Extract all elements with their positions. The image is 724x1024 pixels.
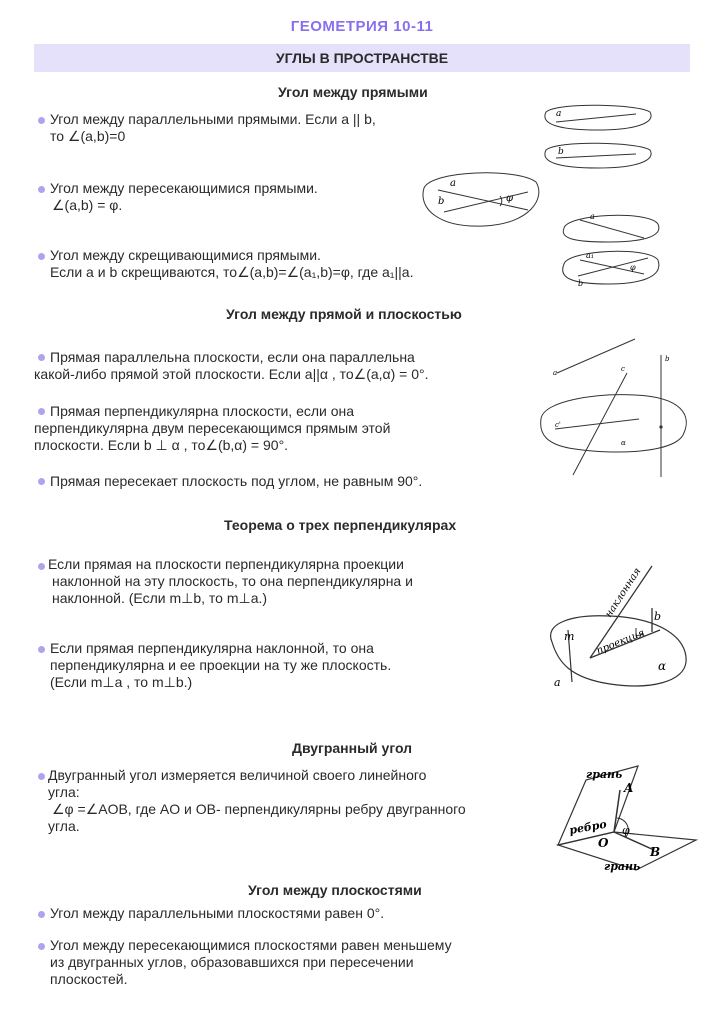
item-dihedral-angle: Двугранный угол измеряется величиной своего линейного угла: ∠φ =∠AOB, где AO и OB- перпендикулярны ребру двугранного угла. <box>48 767 466 834</box>
heading-angle-between-lines: Угол между прямыми <box>278 84 428 100</box>
skew-lines-figure <box>558 208 664 292</box>
label-face-top: грань <box>586 768 623 781</box>
label-a: a <box>554 676 561 689</box>
label-O: O <box>598 836 609 850</box>
label-B: B <box>650 845 661 859</box>
bullet <box>38 186 45 193</box>
item-line-intersects-plane: Прямая пересекает плоскость под углом, не равным 90°. <box>50 473 423 489</box>
line-plane-figure <box>535 335 695 480</box>
label-b: b <box>438 196 445 207</box>
label-c: c <box>621 365 625 373</box>
label-alpha: α <box>658 659 667 673</box>
bullet <box>38 253 45 260</box>
item-intersecting-lines: Угол между пересекающимися прямыми. ∠(a,b) = φ. <box>50 180 318 213</box>
bullet <box>38 911 45 918</box>
intersecting-lines-figure <box>418 168 546 230</box>
label-face-bottom: грань <box>604 860 641 873</box>
heading-angle-between-planes: Угол между плоскостями <box>248 882 422 898</box>
parallel-lines-figure <box>538 100 658 172</box>
label-a: a <box>556 109 562 119</box>
heading-angle-line-plane: Угол между прямой и плоскостью <box>226 306 462 322</box>
label-a: a <box>590 212 595 221</box>
page-title: ГЕОМЕТРИЯ 10-11 <box>290 18 434 35</box>
label-slant: наклонная <box>603 566 644 620</box>
label-b: b <box>654 610 662 623</box>
item-line-parallel-plane: Прямая параллельна плоскости, если она параллельна какой-либо прямой этой плоскости. Если a||α , то∠(a,α) = 0°. <box>34 349 429 382</box>
label-b: b <box>665 355 670 363</box>
heading-dihedral-angle: Двугранный угол <box>292 740 413 756</box>
label-b: b <box>578 279 584 288</box>
bullet <box>38 563 45 570</box>
label-alpha: α <box>621 439 626 447</box>
bullet <box>38 478 45 485</box>
bullet <box>38 646 45 653</box>
label-phi: φ <box>630 263 636 272</box>
bullet <box>38 354 45 361</box>
label-phi: φ <box>622 824 630 837</box>
item-three-perp-converse: Если прямая перпендикулярна наклонной, то она перпендикулярна и ее проекции на ту же плоскость. (Если m⊥a , то m⊥b.) <box>50 640 392 690</box>
bullet <box>38 117 45 124</box>
item-parallel-lines: Угол между параллельными прямыми. Если a || b, то ∠(a,b)=0 <box>50 111 376 144</box>
bullet <box>38 408 45 415</box>
item-parallel-planes: Угол между параллельными плоскостями равен 0°. <box>50 905 385 921</box>
label-A: A <box>624 781 634 795</box>
item-line-perpendicular-plane: Прямая перпендикулярна плоскости, если она перпендикулярна двум пересекающимся прямым этой плоскости. Если b ⊥ α , то∠(b,α) = 90°. <box>34 403 391 453</box>
bullet <box>38 773 45 780</box>
three-perpendiculars-figure <box>540 558 700 694</box>
label-a: a <box>450 178 456 189</box>
bullet <box>38 943 45 950</box>
label-phi: φ <box>506 193 514 204</box>
item-intersecting-planes: Угол между пересекающимися плоскостями равен меньшему из двугранных углов, образовавшихся при пересечении плоскостей. <box>50 937 452 987</box>
label-edge: ребро <box>568 817 608 837</box>
item-three-perp-direct: Если прямая на плоскости перпендикулярна проекции наклонной на эту плоскость, то она перпендикулярна и наклонной. (Если m⊥b, то m⊥a.) <box>48 556 413 606</box>
label-a: a <box>553 369 558 377</box>
label-b: b <box>558 147 564 157</box>
section-banner: УГЛЫ В ПРОСТРАНСТВЕ <box>34 44 690 72</box>
label-m: m <box>564 630 575 643</box>
label-projection: проекция <box>595 627 647 657</box>
dihedral-angle-figure <box>546 760 706 875</box>
item-skew-lines: Угол между скрещивающимися прямыми. Если a и b скрещиваются, то∠(a,b)=∠(a₁,b)=φ, где a₁||a. <box>50 247 414 280</box>
label-a1: a₁ <box>586 251 594 260</box>
heading-three-perpendiculars: Теорема о трех перпендикулярах <box>224 517 457 533</box>
label-c1: c' <box>555 421 561 429</box>
